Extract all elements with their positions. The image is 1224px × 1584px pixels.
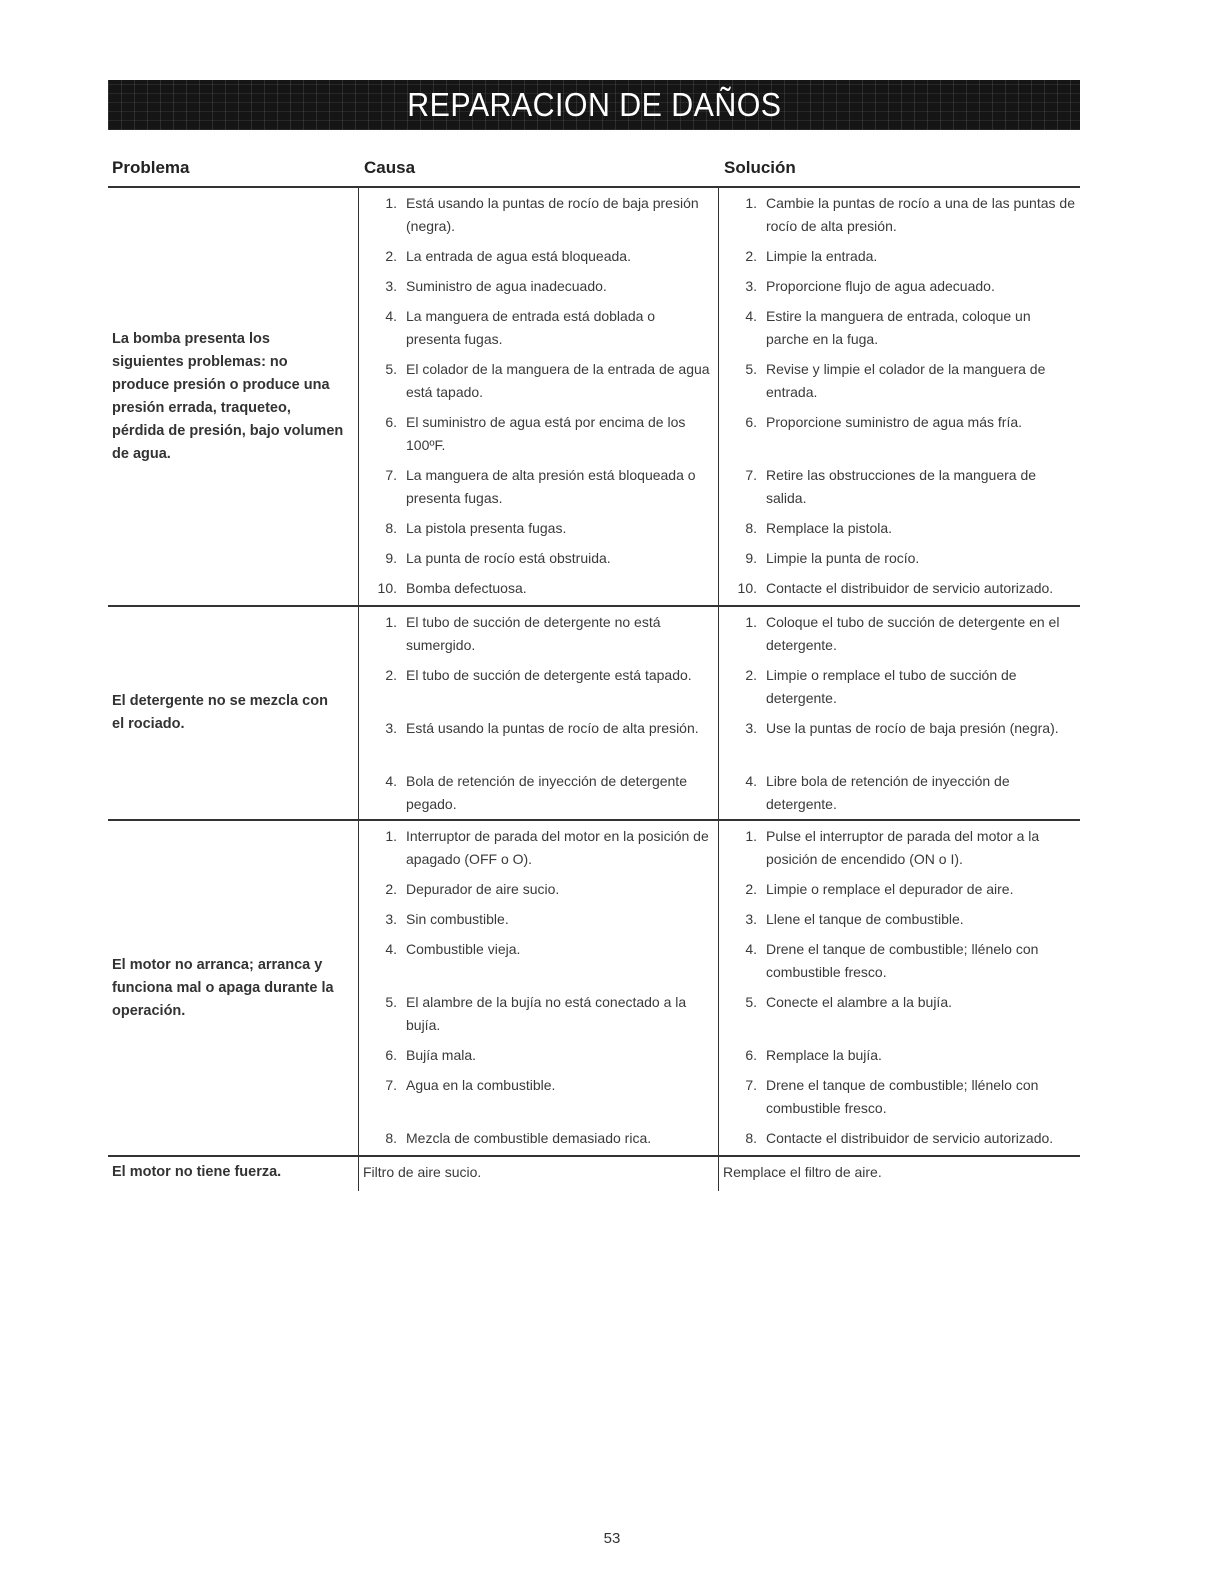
cause-text: El colador de la manguera de la entrada de agua está tapado.	[406, 361, 710, 400]
item-number: 2.	[745, 881, 757, 897]
cause-item	[359, 245, 719, 275]
solution-item	[719, 878, 1081, 908]
cause-text: Depurador de aire sucio.	[406, 881, 560, 897]
solution-item	[719, 938, 1081, 991]
solution-text: Coloque el tubo de succión de detergente en el detergente.	[766, 614, 1060, 653]
item-number: 2.	[385, 881, 397, 897]
solution-item	[719, 275, 1081, 305]
cause-item	[359, 991, 719, 1044]
item-number: 3.	[385, 911, 397, 927]
table-header	[108, 154, 1080, 188]
solution-item	[719, 1074, 1081, 1127]
solution-text: Limpie o remplace el depurador de aire.	[766, 881, 1014, 897]
cause-text: Mezcla de combustible demasiado rica.	[406, 1130, 652, 1146]
cause-item	[359, 1074, 719, 1127]
item-number: 4.	[745, 773, 757, 789]
item-number: 4.	[385, 308, 397, 324]
problem-text: El detergente no se mezcla con el rociado.	[112, 693, 328, 732]
item-number: 3.	[385, 720, 397, 736]
solution-text: Use la puntas de rocío de baja presión (negra).	[766, 720, 1059, 736]
page-number: 53	[603, 1530, 621, 1547]
solution-column	[718, 188, 1081, 605]
solution-item	[719, 1127, 1081, 1155]
cause-item	[359, 1127, 719, 1155]
item-number: 5.	[385, 361, 397, 377]
cause-item	[359, 411, 719, 464]
solution-column	[718, 821, 1081, 1155]
solution-text: Libre bola de retención de inyección de detergente.	[766, 773, 1010, 812]
cause-text: La pistola presenta fugas.	[406, 520, 567, 536]
solution-item	[719, 517, 1081, 547]
solution-item	[719, 1044, 1081, 1074]
item-number: 1.	[385, 614, 397, 630]
item-number: 9.	[385, 550, 397, 566]
cause-text: La punta de rocío está obstruida.	[406, 550, 611, 566]
item-number: 1.	[745, 614, 757, 630]
item-number: 4.	[745, 308, 757, 324]
solution-text: Proporcione suministro de agua más fría.	[766, 414, 1023, 430]
cause-text: El tubo de succión de detergente no está sumergido.	[406, 614, 661, 653]
item-number: 6.	[745, 1047, 757, 1063]
table-section-detergent	[108, 607, 1080, 821]
cause-text: La entrada de agua está bloqueada.	[406, 248, 631, 264]
cause-item	[359, 517, 719, 547]
cause-text: Está usando la puntas de rocío de alta presión.	[406, 720, 699, 736]
cause-column	[358, 1157, 719, 1191]
item-number: 5.	[385, 994, 397, 1010]
item-number: 4.	[385, 773, 397, 789]
cause-column	[358, 607, 719, 819]
item-number: 2.	[745, 667, 757, 683]
solution-text: Proporcione flujo de agua adecuado.	[766, 278, 995, 294]
cause-text: Agua en la combustible.	[406, 1077, 556, 1093]
solution-column	[718, 1157, 1081, 1191]
item-number: 6.	[385, 414, 397, 430]
solution-item	[719, 358, 1081, 411]
cause-item	[359, 358, 719, 411]
solution-text: Cambie la puntas de rocío a una de las puntas de rocío de alta presión.	[766, 195, 1075, 234]
item-number: 3.	[745, 278, 757, 294]
problem-cell	[108, 188, 354, 605]
cause-text: Bola de retención de inyección de detergente pegado.	[406, 773, 687, 812]
cause-text: Suministro de agua inadecuado.	[406, 278, 607, 294]
solution-item	[719, 411, 1081, 464]
item-number: 3.	[745, 720, 757, 736]
solution-text: Conecte el alambre a la bujía.	[766, 994, 952, 1010]
solution-item	[719, 547, 1081, 577]
troubleshooting-table	[108, 154, 1080, 1191]
item-number: 3.	[385, 278, 397, 294]
solution-item	[719, 611, 1081, 664]
item-number: 5.	[745, 361, 757, 377]
cause-item	[359, 611, 719, 664]
solution-text: Revise y limpie el colador de la manguera de entrada.	[766, 361, 1046, 400]
item-number: 8.	[385, 1130, 397, 1146]
cause-text: El suministro de agua está por encima de los 100ºF.	[406, 414, 686, 453]
solution-text: Limpie la entrada.	[766, 248, 878, 264]
item-number: 6.	[385, 1047, 397, 1063]
solution-text: Drene el tanque de combustible; llénelo con combustible fresco.	[766, 1077, 1039, 1116]
cause-text: El tubo de succión de detergente está tapado.	[406, 667, 692, 683]
cause-item	[359, 938, 719, 991]
item-number: 7.	[745, 467, 757, 483]
cause-item	[359, 192, 719, 245]
solution-text: Remplace la bujía.	[766, 1047, 882, 1063]
cause-item	[359, 664, 719, 717]
table-section-pump	[108, 188, 1080, 607]
solution-column	[718, 607, 1081, 819]
item-number: 10.	[377, 580, 397, 596]
item-number: 2.	[385, 667, 397, 683]
cause-item	[359, 547, 719, 577]
item-number: 2.	[745, 248, 757, 264]
problem-cell	[108, 1157, 354, 1191]
item-number: 8.	[745, 520, 757, 536]
item-number: 1.	[385, 195, 397, 211]
cause-text: La manguera de alta presión está bloqueada o presenta fugas.	[406, 467, 696, 506]
item-number: 7.	[385, 467, 397, 483]
solution-text: Contacte el distribuidor de servicio autorizado.	[766, 1130, 1054, 1146]
solution-text: Contacte el distribuidor de servicio autorizado.	[766, 580, 1054, 596]
cause-item	[359, 770, 719, 816]
cause-text: Interruptor de parada del motor en la posición de apagado (OFF o O).	[406, 828, 709, 867]
item-number: 4.	[745, 941, 757, 957]
solution-item	[719, 717, 1081, 770]
cause-column	[358, 188, 719, 605]
cause-text: Sin combustible.	[406, 911, 509, 927]
cause-item	[359, 577, 719, 607]
solution-item	[719, 464, 1081, 517]
page-banner	[108, 80, 1080, 130]
cause-item	[359, 305, 719, 358]
cause-item	[359, 878, 719, 908]
cause-item	[359, 908, 719, 938]
item-number: 7.	[745, 1077, 757, 1093]
cause-text: Filtro de aire sucio.	[363, 1164, 482, 1180]
item-number: 5.	[745, 994, 757, 1010]
solution-text: Llene el tanque de combustible.	[766, 911, 964, 927]
cause-text: Bomba defectuosa.	[406, 580, 527, 596]
table-section-engine	[108, 821, 1080, 1157]
item-number: 2.	[385, 248, 397, 264]
item-number: 4.	[385, 941, 397, 957]
item-number: 3.	[745, 911, 757, 927]
solution-text: Limpie o remplace el tubo de succión de detergente.	[766, 667, 1017, 706]
solution-item	[719, 770, 1081, 816]
item-number: 8.	[385, 520, 397, 536]
solution-item	[719, 908, 1081, 938]
item-number: 1.	[745, 195, 757, 211]
solution-item	[719, 825, 1081, 878]
cause-item	[359, 825, 719, 878]
solution-item	[719, 664, 1081, 717]
table-section-power	[108, 1157, 1080, 1191]
item-number: 10.	[737, 580, 757, 596]
page-title: REPARACION DE DAÑOS	[406, 86, 782, 123]
solution-text: Estire la manguera de entrada, coloque un parche en la fuga.	[766, 308, 1031, 347]
solution-text: Remplace el filtro de aire.	[723, 1164, 882, 1180]
solution-item	[719, 577, 1081, 607]
problem-cell	[108, 607, 354, 819]
solution-text: Retire las obstrucciones de la manguera de salida.	[766, 467, 1037, 506]
item-number: 6.	[745, 414, 757, 430]
item-number: 7.	[385, 1077, 397, 1093]
solution-item	[719, 305, 1081, 358]
solution-text: Remplace la pistola.	[766, 520, 893, 536]
solution-text: Pulse el interruptor de parada del motor a la posición de encendido (ON o I).	[766, 828, 1040, 867]
problem-text: La bomba presenta los siguientes problemas: no produce presión o produce una presión errada, traqueteo, pérdida de presión, bajo volumen de agua.	[112, 330, 344, 462]
cause-text: Bujía mala.	[406, 1047, 477, 1063]
item-number: 8.	[745, 1130, 757, 1146]
item-number: 9.	[745, 550, 757, 566]
problem-text: El motor no arranca; arranca y funciona mal o apaga durante la operación.	[112, 956, 334, 1019]
cause-column	[358, 821, 719, 1155]
cause-text: La manguera de entrada está doblada o presenta fugas.	[406, 308, 656, 347]
header-problem: Problema	[112, 158, 190, 177]
cause-text: Combustible vieja.	[406, 941, 521, 957]
solution-item	[719, 991, 1081, 1044]
cause-item	[359, 464, 719, 517]
cause-item	[359, 717, 719, 770]
problem-cell	[108, 821, 354, 1155]
solution-item	[719, 192, 1081, 245]
cause-item	[359, 275, 719, 305]
cause-text: Está usando la puntas de rocío de baja presión (negra).	[406, 195, 699, 234]
problem-text: El motor no tiene fuerza.	[112, 1164, 282, 1180]
header-solution: Solución	[724, 158, 796, 177]
cause-text: El alambre de la bujía no está conectado a la bujía.	[406, 994, 687, 1033]
solution-text: Drene el tanque de combustible; llénelo con combustible fresco.	[766, 941, 1039, 980]
cause-item	[359, 1044, 719, 1074]
item-number: 1.	[385, 828, 397, 844]
solution-item	[719, 245, 1081, 275]
solution-text: Limpie la punta de rocío.	[766, 550, 920, 566]
header-cause: Causa	[364, 158, 416, 177]
item-number: 1.	[745, 828, 757, 844]
